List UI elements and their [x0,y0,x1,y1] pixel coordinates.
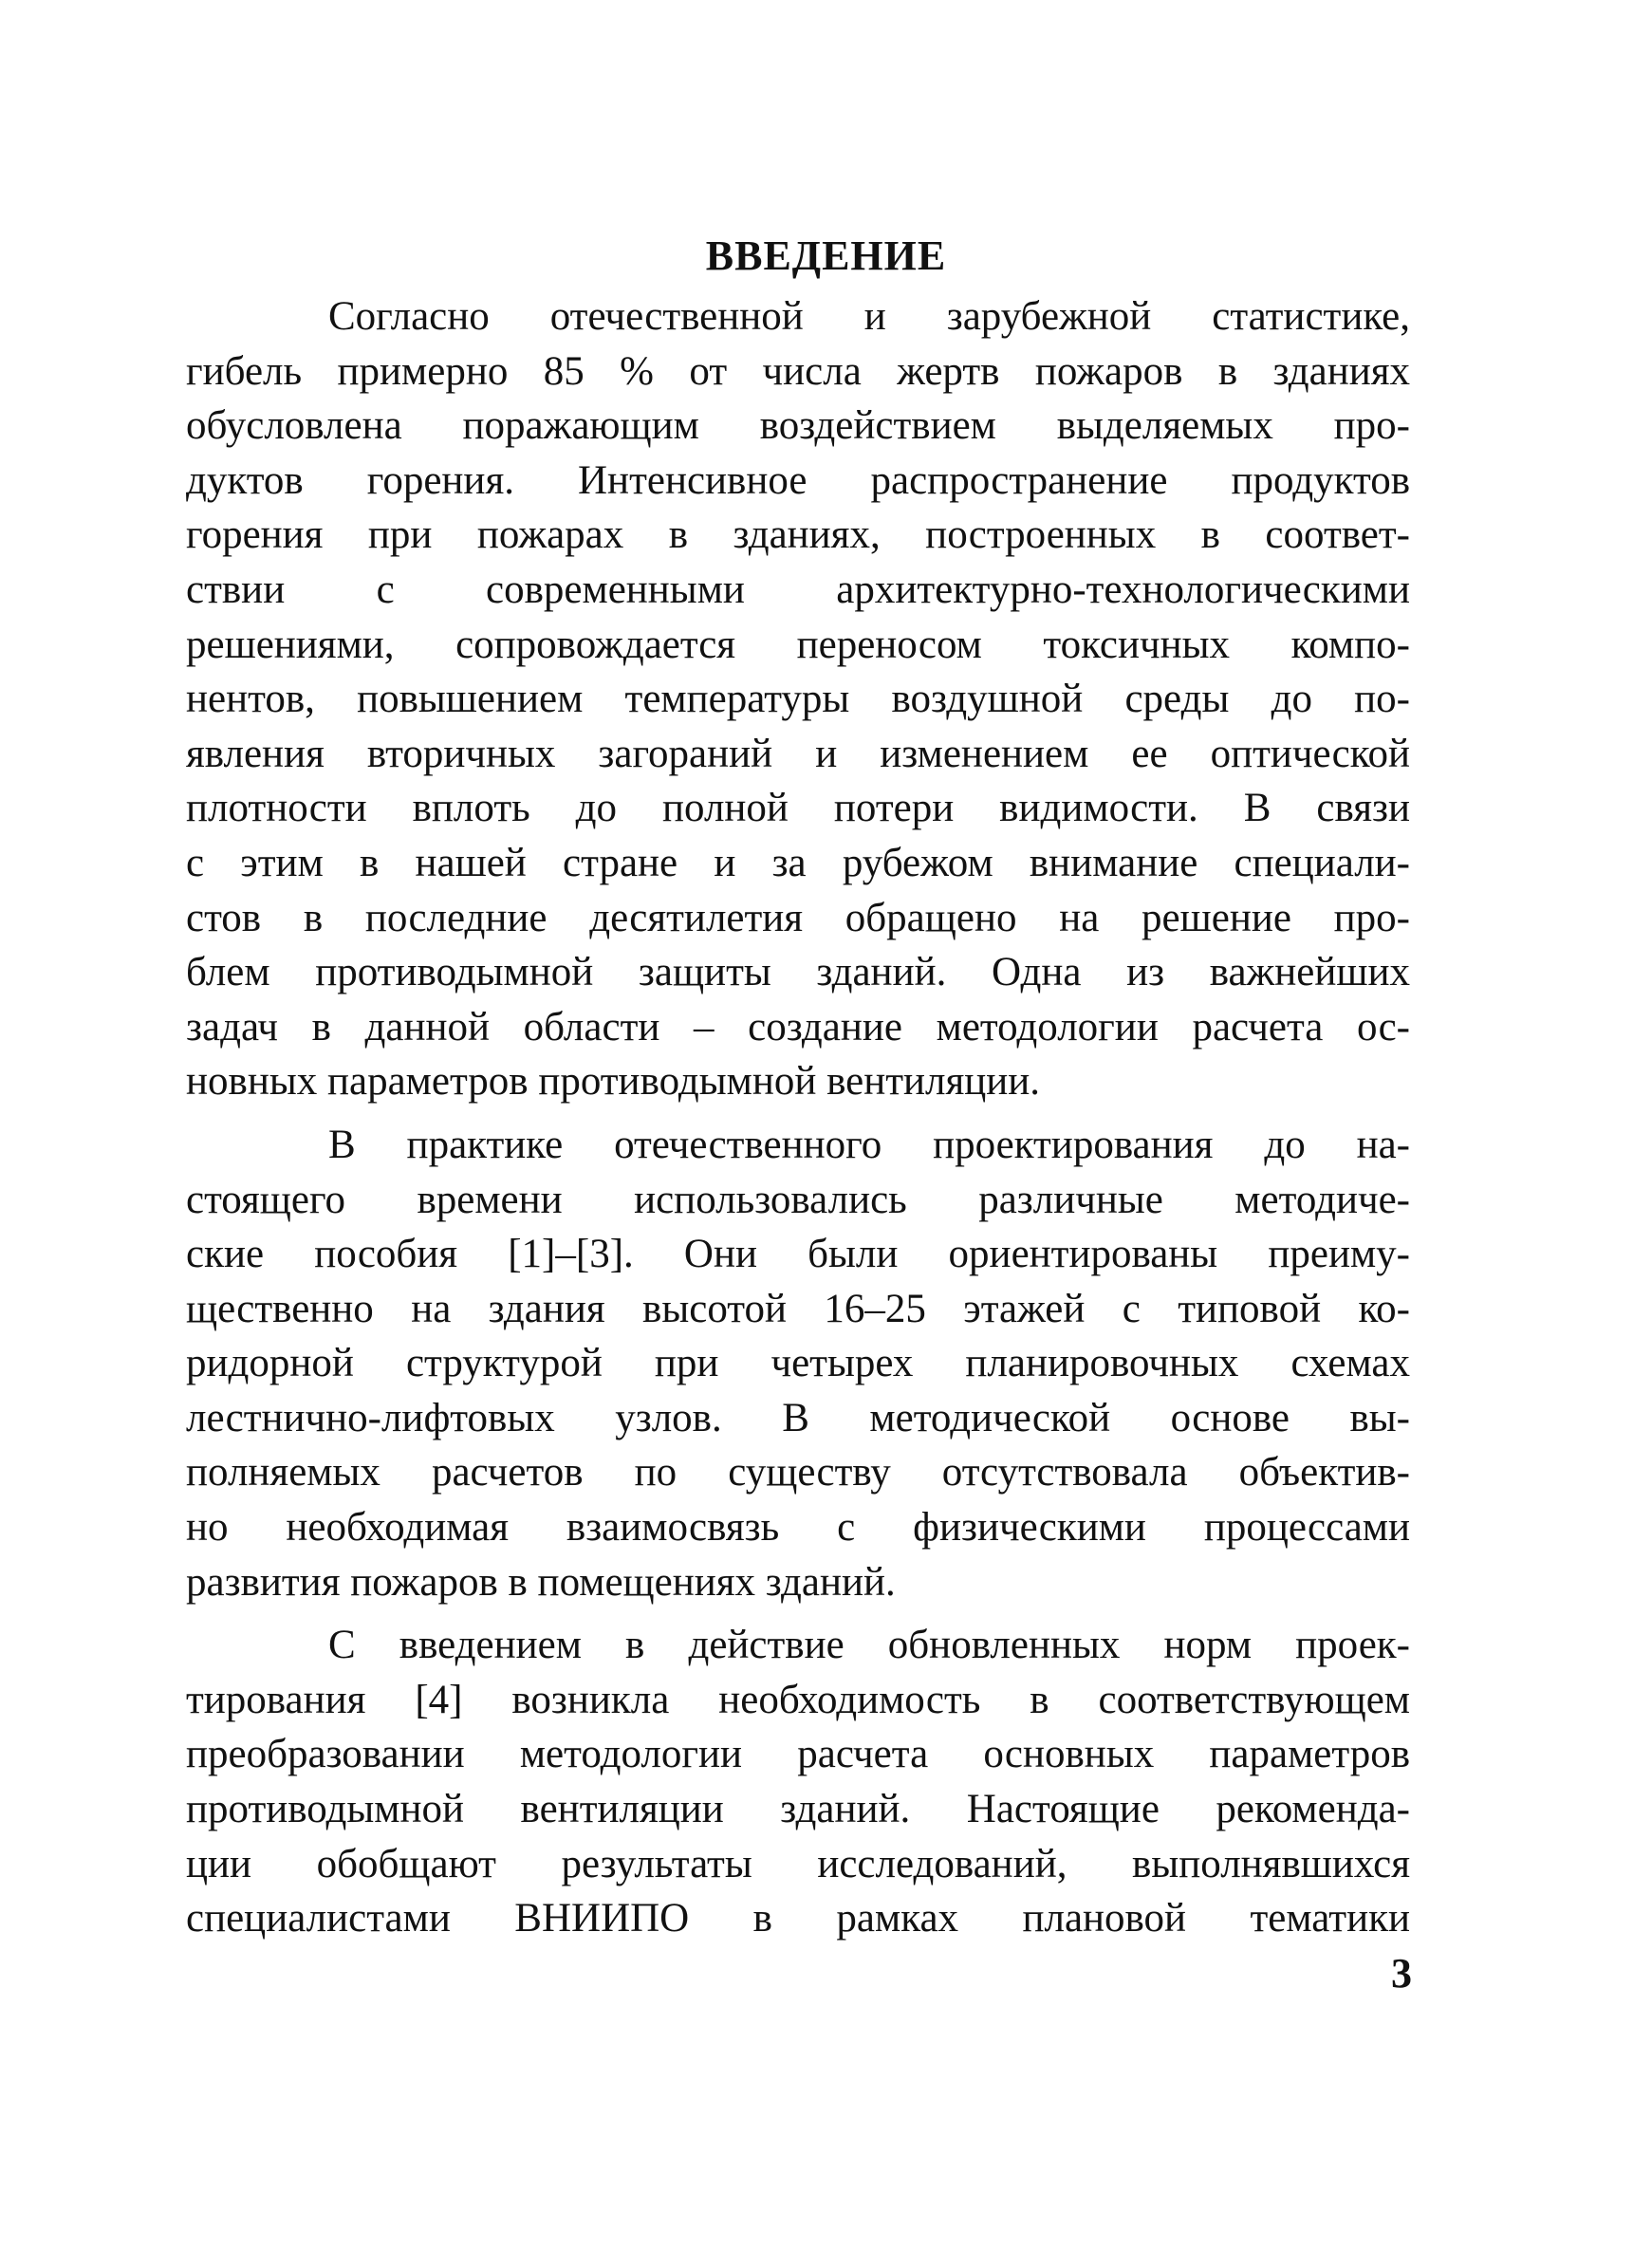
text-line: ции обобщают результаты исследований, выполнявшихся [186,1841,1410,1886]
text-line: стов в последние десятилетия обращено на решение про- [186,895,1410,940]
paragraph-3 [186,1618,1410,1946]
text-line: ридорной структурой при четырех планировочных схемах [186,1341,1410,1386]
text-line: обусловлена поражающим воздействием выделяемых про- [186,403,1410,449]
text-line: дуктов горения. Интенсивное распространение продуктов [186,457,1410,503]
body-text [186,289,1410,1955]
text-line: с этим в нашей стране и за рубежом внимание специали- [186,840,1410,885]
text-line: В практике отечественного проектирования до на- [328,1122,1410,1167]
text-line: ские пособия [1]–[3]. Они были ориентированы преиму- [186,1232,1410,1277]
text-line: лестнично-лифтовых узлов. В методической основе вы- [186,1395,1410,1440]
page-title: ВВЕДЕНИЕ [705,232,947,279]
text-line: Согласно отечественной и зарубежной статистике, [328,294,1410,339]
text-line: явления вторичных загораний и изменением ее оптической [186,731,1410,776]
paragraph-2 [186,1118,1410,1609]
text-line: нентов, повышением температуры воздушной среды до по- [186,677,1410,722]
text-line: преобразовании методологии расчета основных параметров [186,1732,1410,1777]
text-line: щественно на здания высотой 16–25 этажей с типовой ко- [186,1286,1410,1331]
text-line: противодымной вентиляции зданий. Настоящие рекоменда- [186,1787,1410,1832]
text-line: тирования [4] возникла необходимость в соответствующем [186,1677,1410,1722]
text-line: задач в данной области – создание методологии расчета ос- [186,1004,1410,1050]
text-line: развития пожаров в помещениях зданий. [186,1559,896,1605]
text-line: решениями, сопровождается переносом токсичных компо- [186,622,1410,667]
text-line: ствии с современными архитектурно-технологическими [186,567,1410,612]
text-line: стоящего времени использовались различные методиче- [186,1177,1410,1222]
text-line: полняемых расчетов по существу отсутствовала объектив- [186,1450,1410,1496]
text-line: С введением в действие обновленных норм проек- [328,1623,1410,1668]
text-line: блем противодымной защиты зданий. Одна из важнейших [186,950,1410,995]
page-number: 3 [1391,1950,1412,1997]
text-line: плотности вплоть до полной потери видимости. В связи [186,786,1410,831]
text-line: гибель примерно 85 % от числа жертв пожаров в зданиях [186,348,1410,394]
text-line: специалистами ВНИИПО в рамках плановой тематики [186,1896,1410,1941]
text-line: но необходимая взаимосвязь с физическими процессами [186,1505,1410,1551]
text-line: горения при пожарах в зданиях, построенных в соответ- [186,512,1410,558]
text-line: новных параметров противодымной вентиляции. [186,1059,1041,1105]
paragraph-1 [186,289,1410,1109]
